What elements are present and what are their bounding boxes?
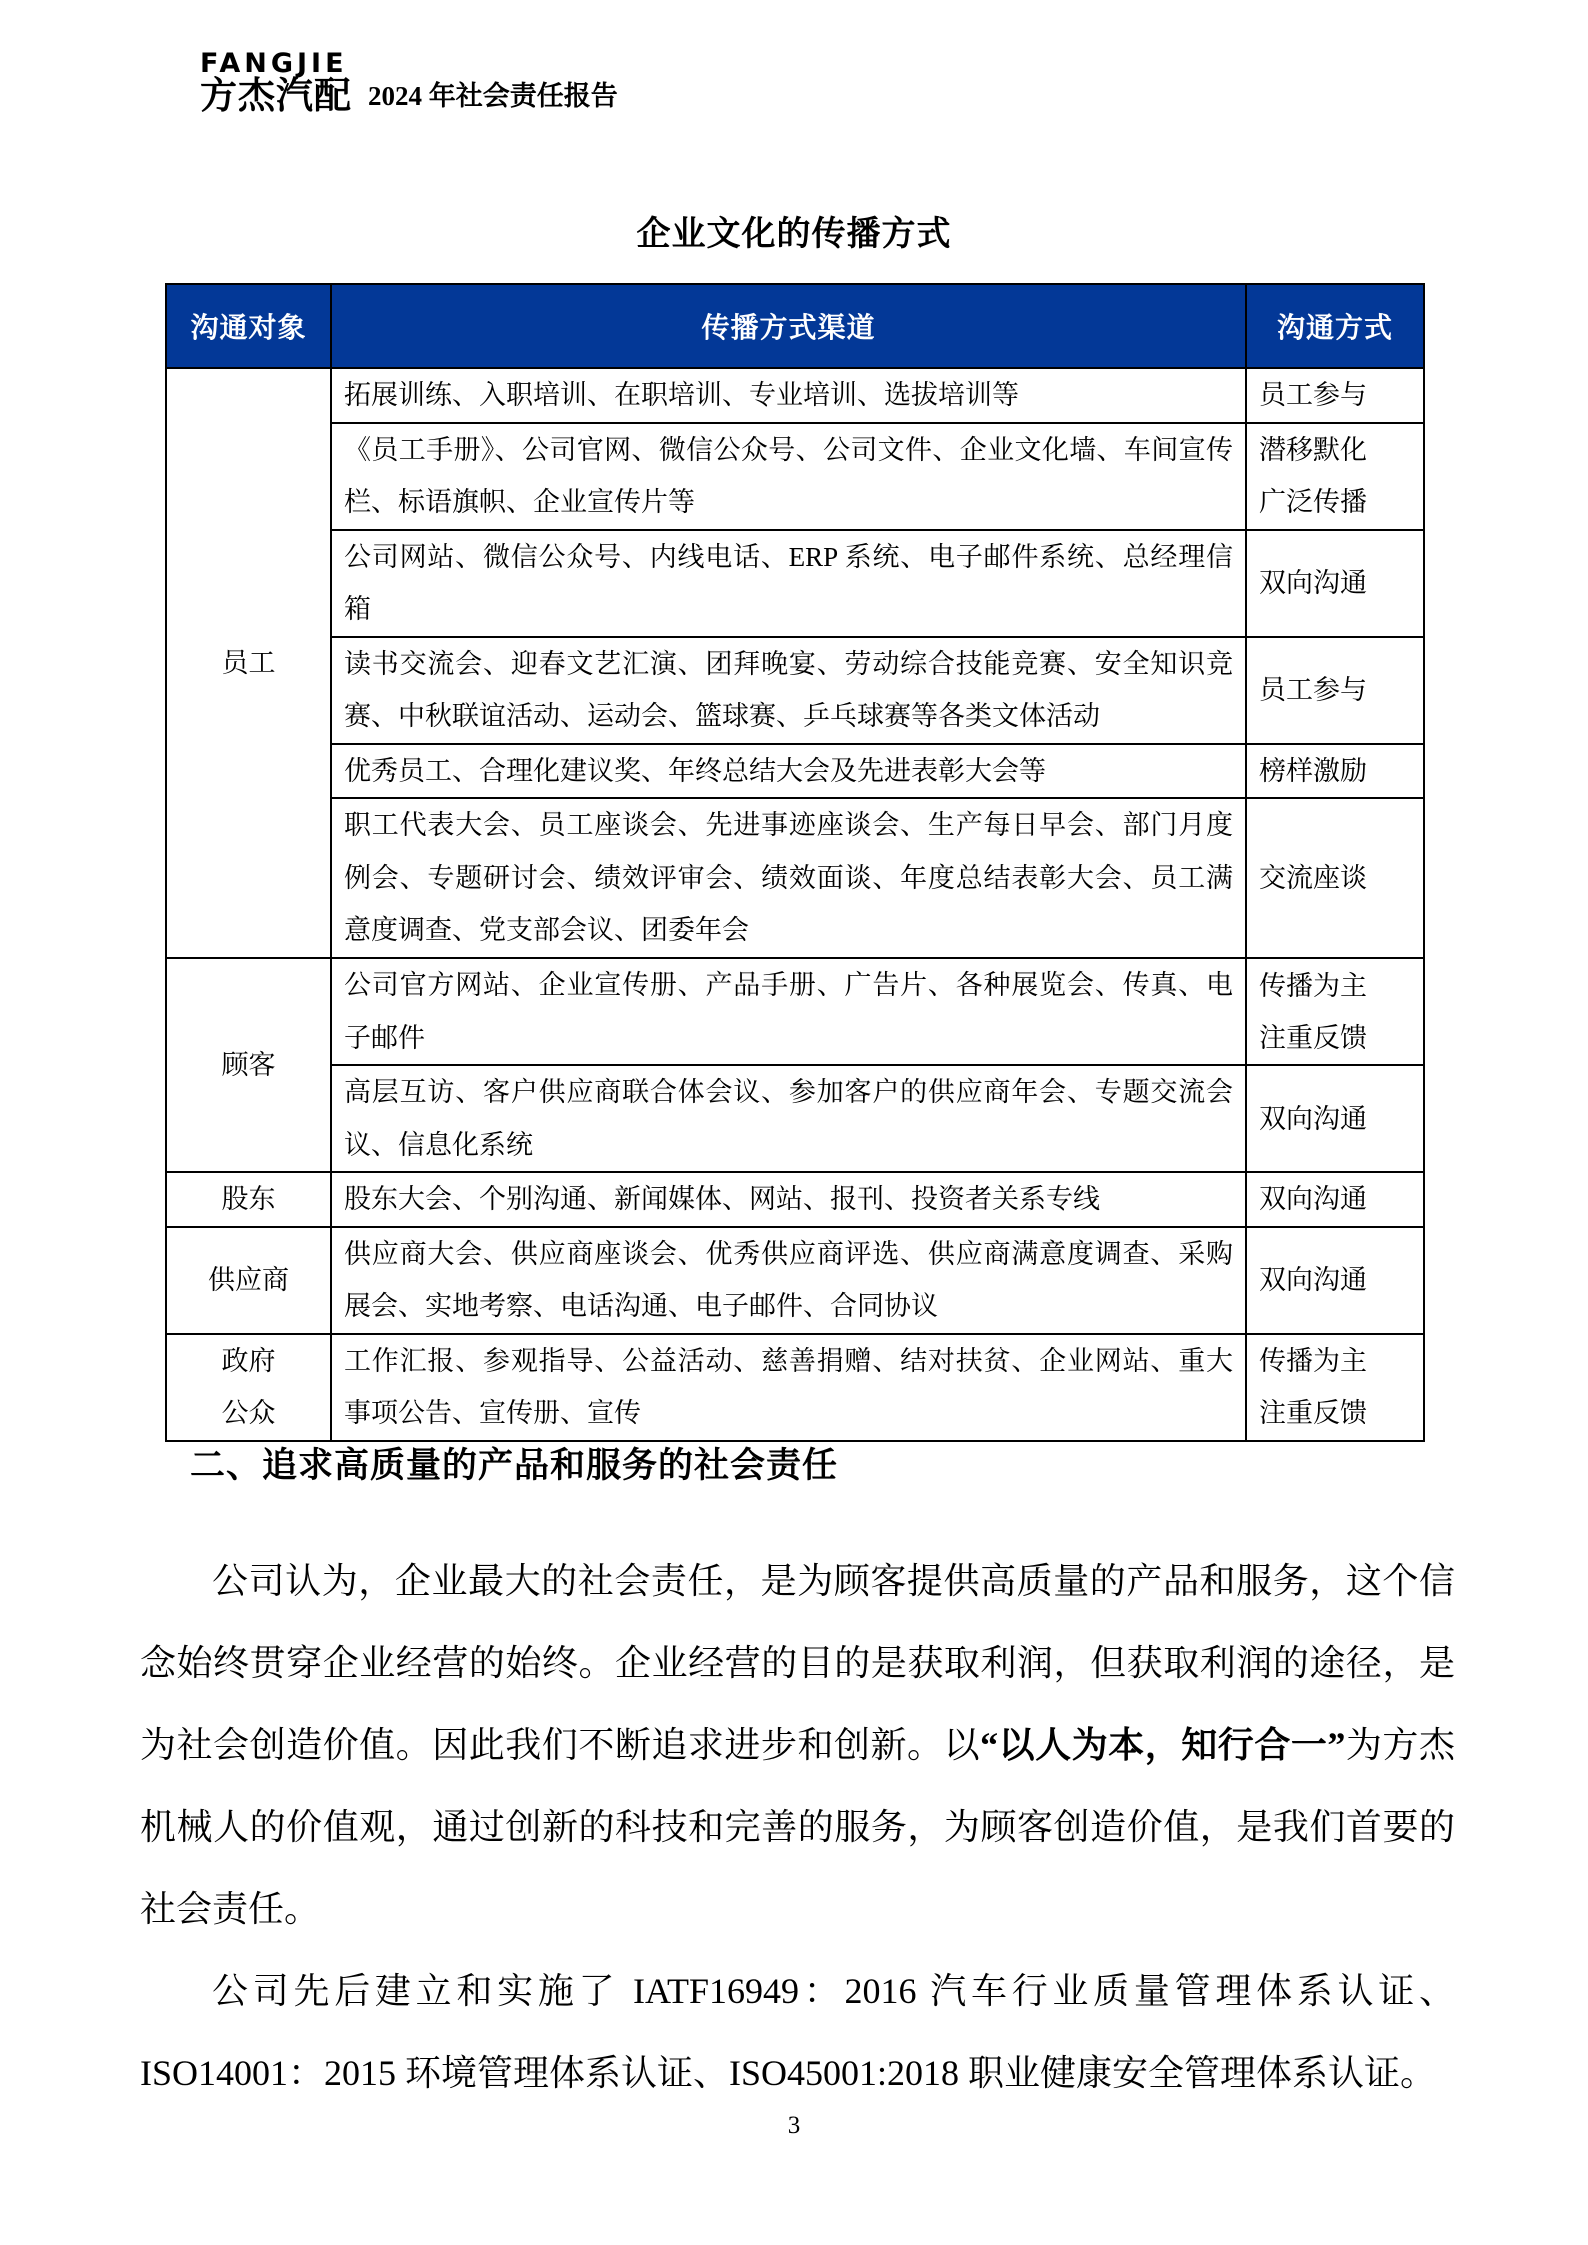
communication-table: [165, 283, 1425, 1442]
table-row: [166, 744, 1424, 799]
table-row: [166, 637, 1424, 744]
target-cell-customers: 顾客: [166, 958, 331, 1172]
table-row: [166, 1227, 1424, 1334]
report-title: 2024 年社会责任报告: [368, 81, 618, 111]
company-logo: [200, 50, 352, 116]
method-cell: 榜样激励: [1246, 744, 1424, 799]
table-header-row: [166, 284, 1424, 368]
method-cell: 交流座谈: [1246, 798, 1424, 958]
channel-cell: 公司官方网站、企业宣传册、产品手册、广告片、各种展览会、传真、电子邮件: [331, 958, 1246, 1065]
table-row: [166, 798, 1424, 958]
paragraph-1: [140, 1540, 1455, 1950]
column-header-target: 沟通对象: [166, 284, 331, 368]
method-cell: 员工参与: [1246, 637, 1424, 744]
method-cell: 双向沟通: [1246, 1065, 1424, 1172]
method-cell: 双向沟通: [1246, 1227, 1424, 1334]
channel-cell: 工作汇报、参观指导、公益活动、慈善捐赠、结对扶贫、企业网站、重大事项公告、宣传册、宣传: [331, 1334, 1246, 1441]
channel-cell: 读书交流会、迎春文艺汇演、团拜晚宴、劳动综合技能竞赛、安全知识竞赛、中秋联谊活动、运动会、篮球赛、乒乓球赛等各类文体活动: [331, 637, 1246, 744]
table-row: [166, 1065, 1424, 1172]
target-cell-suppliers: 供应商: [166, 1227, 331, 1334]
channel-cell: 公司网站、微信公众号、内线电话、ERP 系统、电子邮件系统、总经理信箱: [331, 530, 1246, 637]
column-header-method: 沟通方式: [1246, 284, 1424, 368]
method-cell: 员工参与: [1246, 368, 1424, 423]
method-cell: 双向沟通: [1246, 1172, 1424, 1227]
logo-latin-text: FANGJIE: [200, 48, 348, 79]
method-cell: [1246, 423, 1424, 530]
channel-cell: 供应商大会、供应商座谈会、优秀供应商评选、供应商满意度调查、采购展会、实地考察、电话沟通、电子邮件、合同协议: [331, 1227, 1246, 1334]
table-title: 企业文化的传播方式: [636, 216, 952, 253]
method-line: 传播为主: [1259, 1346, 1367, 1376]
paragraph-1-text-after: 为方杰机械人的价值观，通过创新的科技和完善的服务，为顾客创造价值，是我们首要的社会责任。: [140, 1725, 1455, 1929]
channel-cell: 拓展训练、入职培训、在职培训、专业培训、选拔培训等: [331, 368, 1246, 423]
table-row: [166, 368, 1424, 423]
page-header: [200, 50, 352, 116]
method-line: 注重反馈: [1259, 1022, 1367, 1053]
table-row: [166, 1334, 1424, 1441]
body-text: [140, 1540, 1455, 2114]
logo-chinese-text: 方杰汽配: [200, 74, 352, 117]
channel-cell: 《员工手册》、公司官网、微信公众号、公司文件、企业文化墙、车间宣传栏、标语旗帜、企业宣传片等: [331, 423, 1246, 530]
target-line: 政府: [221, 1346, 276, 1376]
paragraph-1-text: 公司认为，企业最大的社会责任，是为顾客提供高质量的产品和服务，这个信念始终贯穿企业经营的始终。企业经营的目的是获取利润，但获取利润的途径，是为社会创造价值。因此我们不断追求进步和创新。以: [140, 1561, 1455, 1765]
target-cell-government-public: [166, 1334, 331, 1441]
method-cell: [1246, 1334, 1424, 1441]
column-header-channel: 传播方式渠道: [331, 284, 1246, 368]
method-line: 传播为主: [1259, 970, 1367, 1001]
target-cell-employees: 员工: [166, 368, 331, 958]
method-cell: [1246, 958, 1424, 1065]
table-row: [166, 958, 1424, 1065]
paragraph-2: 公司先后建立和实施了 IATF16949：2016 汽车行业质量管理体系认证、ISO14001：2015 环境管理体系认证、ISO45001:2018 职业健康安全管理体系认证。: [140, 1971, 1455, 2093]
channel-cell: 优秀员工、合理化建议奖、年终总结大会及先进表彰大会等: [331, 744, 1246, 799]
method-cell: 双向沟通: [1246, 530, 1424, 637]
target-line: 公众: [221, 1398, 276, 1428]
page-number: 3: [787, 2112, 801, 2139]
method-line: 潜移默化: [1259, 435, 1367, 465]
method-line: 注重反馈: [1259, 1398, 1367, 1428]
table-row: [166, 1172, 1424, 1227]
channel-cell: 高层互访、客户供应商联合体会议、参加客户的供应商年会、专题交流会议、信息化系统: [331, 1065, 1246, 1172]
channel-cell: 职工代表大会、员工座谈会、先进事迹座谈会、生产每日早会、部门月度例会、专题研讨会、绩效评审会、绩效面谈、年度总结表彰大会、员工满意度调查、党支部会议、团委年会: [331, 798, 1246, 958]
table-row: [166, 423, 1424, 530]
channel-cell: 股东大会、个别沟通、新闻媒体、网站、报刊、投资者关系专线: [331, 1172, 1246, 1227]
target-cell-shareholders: 股东: [166, 1172, 331, 1227]
table-row: [166, 530, 1424, 637]
section-heading: 二、追求高质量的产品和服务的社会责任: [190, 1446, 839, 1485]
paragraph-1-bold-motto: “以人为本，知行合一”: [980, 1725, 1346, 1765]
method-line: 广泛传播: [1259, 487, 1367, 517]
